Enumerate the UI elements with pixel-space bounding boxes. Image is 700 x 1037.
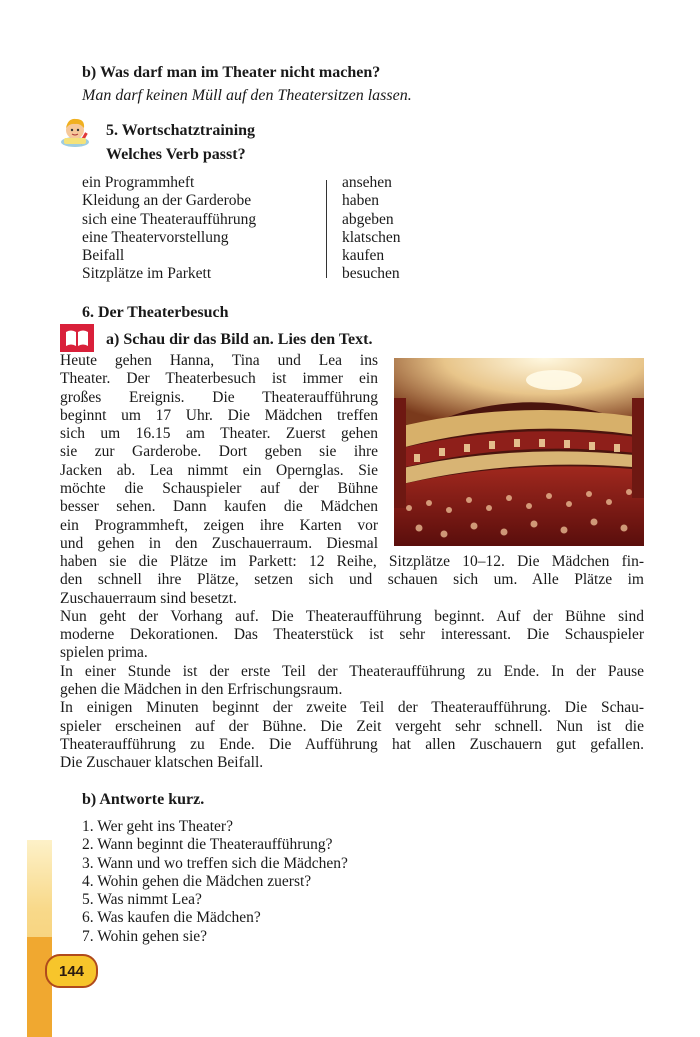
reading-text-full [60, 553, 644, 773]
margin-strip-dark [27, 937, 52, 1037]
question-b-heading: b) Was darf man im Theater nicht machen? [82, 64, 381, 81]
exercise6-part-b: b) Antworte kurz. [82, 791, 205, 808]
question-item: 1. Wer geht ins Theater? [82, 818, 233, 835]
vocab-left-item: Beifall [82, 247, 125, 265]
text-line: haben sie die Plätze im Parkett: 12 Reihe, Sitzplätze 10–12. Die Mädchen fin- [60, 553, 644, 570]
question-item: 2. Wann beginnt die Theateraufführung? [82, 836, 333, 854]
vocab-right-column [342, 174, 401, 284]
text-line: spieler erscheinen auf der Bühne. Die Zeit vergeht sehr schnell. Nun ist die [60, 717, 644, 735]
vocab-right-item: abgeben [342, 210, 394, 228]
question-item: 7. Wohin gehen sie? [82, 927, 208, 945]
question-b-answer: Man darf keinen Müll auf den Theatersitzen lassen. [82, 87, 412, 104]
text-line: beginnt um 17 Uhr. Die Mädchen treffen [60, 406, 378, 424]
vocab-left-item: ein Programmheft [82, 174, 195, 191]
exercise6-part-a: a) Schau dir das Bild an. Lies den Text. [106, 331, 373, 348]
text-line: und gehen in den Zuschauerraum. Diesmal [60, 534, 378, 552]
exercise5-subtitle: Welches Verb passt? [106, 146, 246, 163]
pencil-boy-icon [58, 114, 92, 148]
reading-text-narrow [60, 352, 378, 553]
text-line: Theater. Der Theaterbesuch ist immer ein [60, 370, 378, 388]
vocab-left-item: sich eine Theateraufführung [82, 210, 257, 228]
question-item: 5. Was nimmt Lea? [82, 891, 202, 909]
vocab-right-item: ansehen [342, 174, 392, 191]
text-line: sich um 16.15 am Theater. Zuerst gehen [60, 425, 378, 443]
text-line: besser sehen. Dann kaufen die Mädchen [60, 498, 378, 516]
vocab-right-item: besuchen [342, 265, 400, 283]
text-line: möchte die Schauspieler auf der Bühne [60, 480, 378, 498]
vocab-left-item: Kleidung an der Garderobe [82, 192, 252, 210]
text-line: sie zur Garderobe. Dort geben sie ihre [60, 443, 378, 461]
question-item: 4. Wohin gehen die Mädchen zuerst? [82, 872, 312, 890]
vocab-right-item: haben [342, 192, 380, 210]
exercise5-title: 5. Wortschatztraining [106, 122, 256, 139]
page-number: 144 [45, 954, 98, 988]
vocab-divider [326, 180, 327, 278]
text-line: Theateraufführung zu Ende. Die Aufführung hat allen Zuschauern gut gefallen. [60, 735, 644, 753]
vocab-right-item: klatschen [342, 228, 401, 246]
text-line: In einer Stunde ist der erste Teil der Theateraufführung zu Ende. In der Pause [60, 662, 644, 680]
vocab-left-item: Sitzplätze im Parkett [82, 265, 212, 283]
text-line: spielen prima. [60, 644, 148, 662]
text-line: großes Ereignis. Die Theateraufführung [60, 388, 378, 406]
vocab-left-column [82, 174, 256, 284]
text-line: Die Zuschauer klatschen Beifall. [60, 754, 264, 772]
text-line: Jacken ab. Lea nimmt ein Opernglas. Sie [60, 461, 378, 479]
text-line: Nun geht der Vorhang auf. Die Theateraufführung beginnt. Auf der Bühne sind [60, 607, 644, 625]
vocab-right-item: kaufen [342, 247, 385, 265]
text-line: Heute gehen Hanna, Tina und Lea ins [60, 352, 378, 369]
vocab-left-item: eine Theatervorstellung [82, 228, 229, 246]
text-line: gehen die Mädchen in den Erfrischungsraum. [60, 681, 343, 699]
exercise6-title: 6. Der Theaterbesuch [82, 304, 229, 321]
text-line: moderne Dekorationen. Das Theaterstück ist sehr interessant. Die Schauspieler [60, 626, 644, 644]
text-line: den schnell ihre Plätze, setzen sich und schauen sich um. Alle Plätze im [60, 571, 644, 589]
question-list [82, 818, 348, 946]
question-item: 3. Wann und wo treffen sich die Mädchen? [82, 854, 348, 872]
text-line: Zuschauerraum sind besetzt. [60, 589, 237, 607]
theater-image [394, 358, 644, 546]
question-item: 6. Was kaufen die Mädchen? [82, 909, 261, 927]
text-line: In einigen Minuten beginnt der zweite Teil der Theateraufführung. Die Schau- [60, 699, 644, 717]
text-line: ein Programmheft, zeigen ihre Karten vor [60, 516, 378, 534]
open-book-icon [60, 324, 94, 352]
